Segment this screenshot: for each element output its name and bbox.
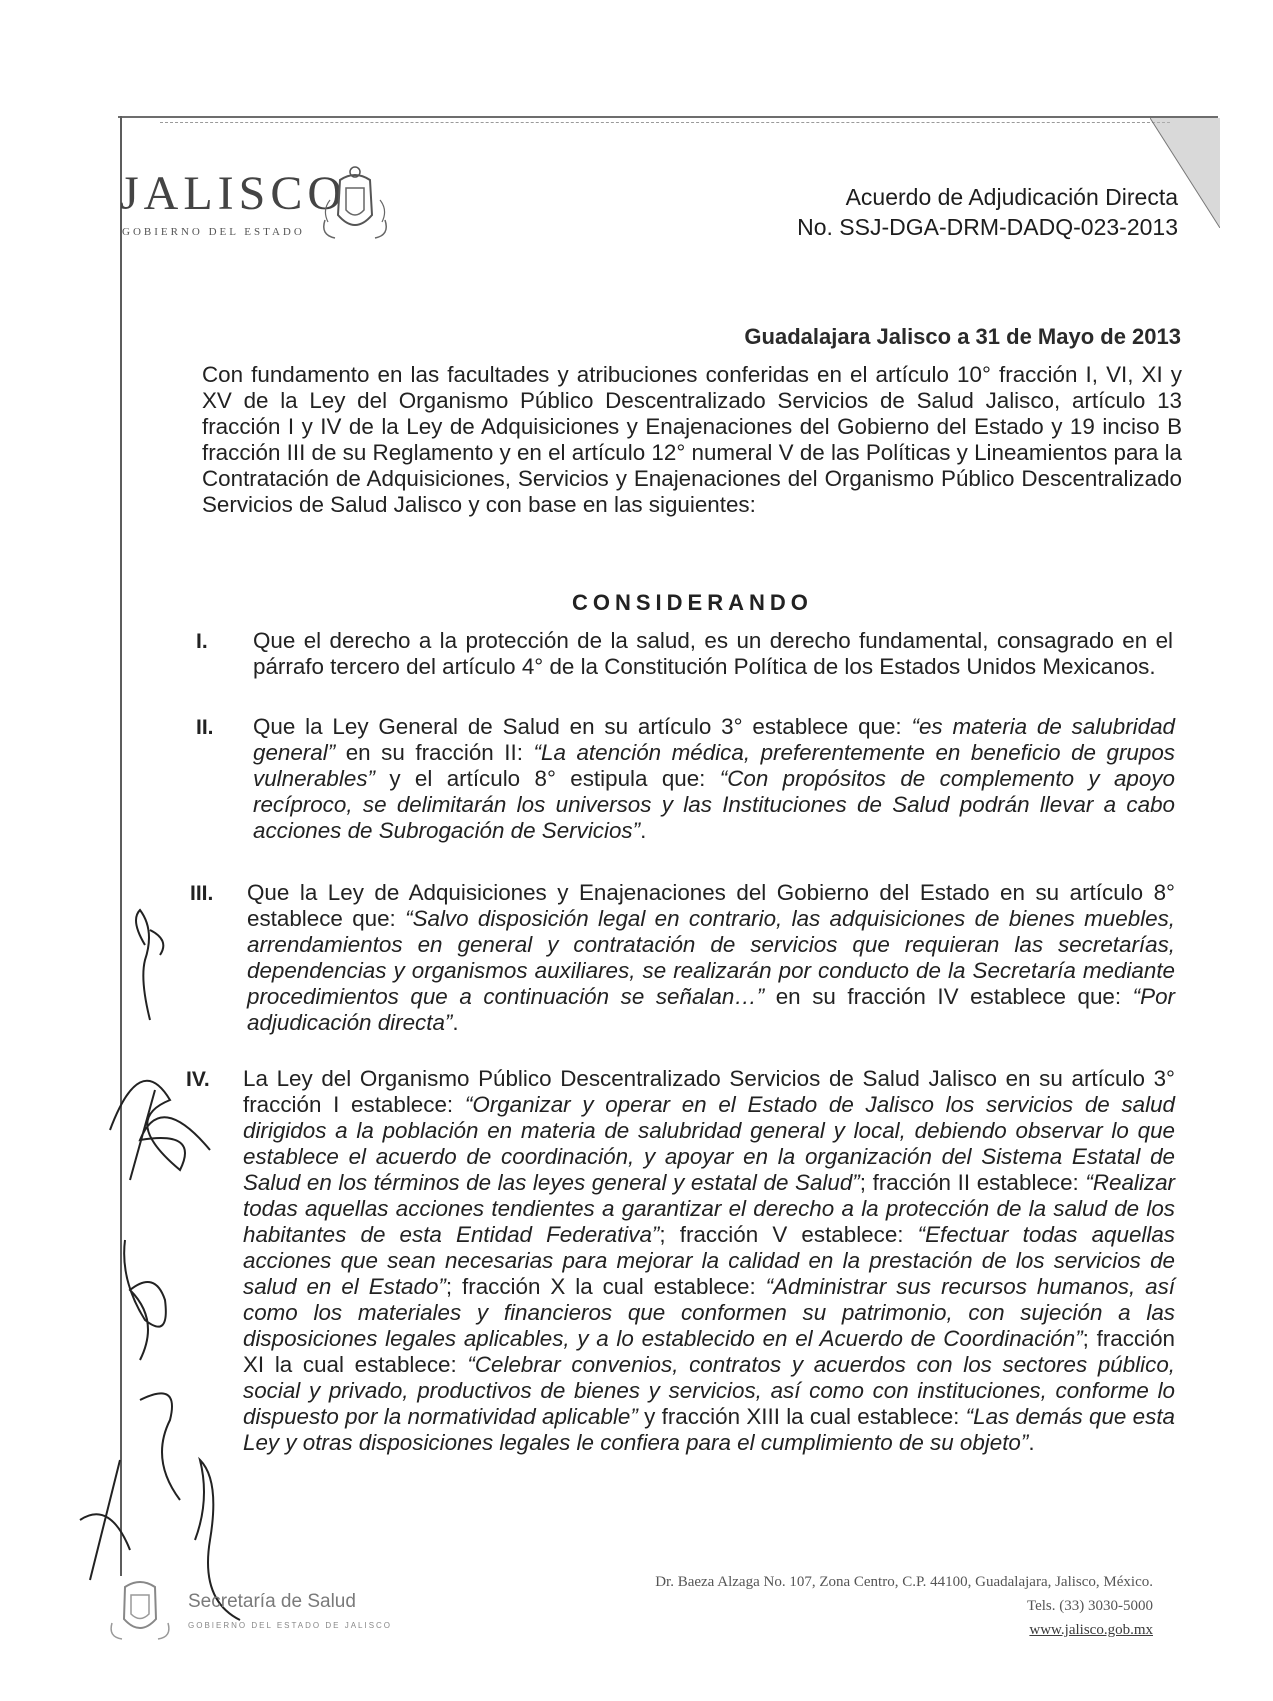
item-text-run: ; fracción X la cual establece: [445, 1274, 766, 1299]
logo-subtitle: GOBIERNO DEL ESTADO [122, 226, 305, 238]
footer-phone: Tels. (33) 3030-5000 [1026, 1598, 1153, 1614]
logo-wordmark: JALISCO [120, 167, 348, 220]
item-text-run: . [452, 1010, 459, 1035]
item-numeral: I. [196, 630, 208, 653]
item-quote: “Organizar y operar en el Estado de Jalisco los servicios de salud dirigidos a la población en materia de salubridad general y local, debiendo observar lo que establece el acuerdo de coordinación, y apoyar en la organización del Sistema Estatal de Salud en los términos de las leyes general y estatal de Salud” [243, 1092, 1175, 1195]
item-text-run: ; fracción V establece: [659, 1222, 918, 1247]
item-numeral: II. [196, 716, 214, 739]
item-quote: “Administrar sus recursos humanos, así como los materiales y financieros que conformen su patrimonio, con sujeción a las disposiciones legales aplicables, y a lo establecido en el Acuerdo de Coordinación” [243, 1274, 1176, 1351]
document-heading [797, 182, 1178, 242]
footer-website-link[interactable]: www.jalisco.gob.mx [1029, 1622, 1153, 1638]
page-border-top-dashed [160, 122, 1170, 123]
considerando-item-4 [243, 1066, 1175, 1456]
item-quote: “Realizar todas aquellas acciones tendientes a garantizar el derecho a la protección de la salud de los habitantes de esta Entidad Federativa” [243, 1170, 1175, 1247]
item-text-run: Que la Ley General de Salud en su artículo 3° establece que: [253, 714, 912, 739]
considerando-item-1 [253, 628, 1173, 680]
page-border-top [118, 116, 1218, 118]
item-quote: “Celebrar convenios, contratos y acuerdos con los sectores público, social y privado, productivos de bienes y servicios, así como con instituciones, conforme lo dispuesto por la normatividad aplicable” [243, 1352, 1175, 1429]
item-text-run: . [640, 818, 647, 843]
item-quote: “Las demás que esta Ley y otras disposiciones legales le confiera para el cumplimiento de su objeto” [243, 1404, 1175, 1455]
coat-of-arms-icon [310, 160, 400, 250]
item-text [243, 1066, 1175, 1456]
item-text-run: La Ley del Organismo Público Descentralizado Servicios de Salud Jalisco en su artículo 3° fracción I establece: [243, 1066, 1175, 1117]
item-text [247, 880, 1175, 1036]
item-quote: “Con propósitos de complemento y apoyo recíproco, se delimitarán los universos y las Instituciones de Salud podrán llevar a cabo acciones de Subrogación de Servicios” [253, 766, 1175, 843]
document-date: Guadalajara Jalisco a 31 de Mayo de 2013 [744, 324, 1181, 349]
item-quote: “es materia de salubridad general” [253, 714, 1175, 765]
footer-contact [655, 1570, 1153, 1642]
considerando-item-2 [253, 714, 1175, 844]
item-text-run: Que la Ley de Adquisiciones y Enajenaciones del Gobierno del Estado en su artículo 8° establece que: [247, 880, 1175, 931]
coat-of-arms-icon [100, 1569, 180, 1649]
item-numeral: III. [190, 882, 214, 905]
item-quote: “Salvo disposición legal en contrario, las adquisiciones de bienes muebles, arrendamientos en general y contratación de servicios que requieran las secretarías, dependencias y organismos auxiliares, se realizarán por conducto de la Secretaría mediante procedimientos que a continuación se señalan…” [247, 906, 1175, 1009]
item-text-run: en su fracción II: [335, 740, 534, 765]
document-title: Acuerdo de Adjudicación Directa [845, 184, 1178, 210]
item-numeral: IV. [186, 1068, 210, 1091]
item-text-run: en su fracción IV establece que: [764, 984, 1133, 1009]
item-text-run: . [1028, 1430, 1035, 1455]
considerando-heading: CONSIDERANDO [572, 590, 813, 615]
footer-logo-subtitle: GOBIERNO DEL ESTADO DE JALISCO [188, 1621, 393, 1630]
item-text-run: y el artículo 8° estipula que: [374, 766, 720, 791]
item-text-run: y fracción XIII la cual establece: [637, 1404, 966, 1429]
secretaria-salud-logo [100, 1565, 400, 1665]
item-quote: “Efectuar todas aquellas acciones que sean necesarias para mejorar la calidad en la prestación de los servicios de salud en el Estado” [243, 1222, 1175, 1299]
footer-logo-name: Secretaría de Salud [188, 1591, 356, 1612]
intro-paragraph: Con fundamento en las facultades y atribuciones conferidas en el artículo 10° fracción I, VI, XI y XV de la Ley del Organismo Público Descentralizado Servicios de Salud Jalisco, artículo 13 fracción I y IV de la Ley de Adquisiciones y Enajenaciones del Gobierno del Estado y 19 inciso B fracción III de su Reglamento y en el artículo 12° numeral V de las Políticas y Lineamientos para la Contratación de Adquisiciones, Servicios y Enajenaciones del Organismo Público Descentralizado Servicios de Salud Jalisco y con base en las siguientes: [202, 362, 1182, 517]
jalisco-logo [120, 160, 400, 250]
considerando-item-3 [247, 880, 1175, 1036]
item-text [253, 714, 1175, 844]
document-number: No. SSJ-DGA-DRM-DADQ-023-2013 [797, 214, 1178, 240]
item-text-run: ; fracción XI la cual establece: [243, 1326, 1175, 1377]
item-text: Que el derecho a la protección de la salud, es un derecho fundamental, consagrado en el párrafo tercero del artículo 4° de la Constitución Política de los Estados Unidos Mexicanos. [253, 628, 1173, 679]
item-quote: “La atención médica, preferentemente en beneficio de grupos vulnerables” [253, 740, 1175, 791]
item-quote: “Por adjudicación directa” [247, 984, 1175, 1035]
handwritten-signatures [60, 900, 260, 1660]
footer-address: Dr. Baeza Alzaga No. 107, Zona Centro, C.P. 44100, Guadalajara, Jalisco, México. [655, 1574, 1153, 1590]
item-text-run: ; fracción II establece: [859, 1170, 1086, 1195]
